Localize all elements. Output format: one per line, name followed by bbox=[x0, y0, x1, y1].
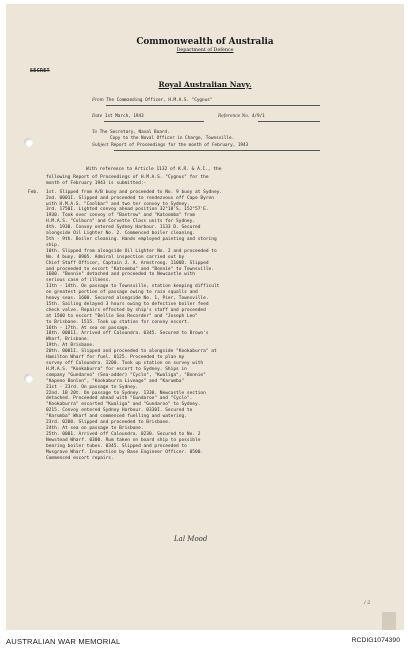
entry-text: 16th - 17th. At sea on passage. bbox=[46, 325, 130, 331]
entries-list bbox=[28, 189, 396, 462]
to-value: The Secretary, Naval Board. bbox=[99, 130, 170, 135]
handwritten-signature: Lal Mood bbox=[174, 535, 208, 543]
entry-text: bearing boiler tubes. 0345. Slipped and proceeded to bbox=[46, 443, 187, 449]
reference-value: 4/9/1 bbox=[251, 114, 265, 119]
entry-date: Feb. bbox=[28, 189, 39, 195]
entry-text: alongside Oil Lighter No. 2. Commenced boiler cleaning. bbox=[46, 231, 196, 237]
entry-text: 3rd. 1750I. Lighted convoy ahead position 32°18'S, 152°57'E. bbox=[46, 207, 209, 213]
from-value: The Commanding Officer, H.M.A.S. "Cygnus" bbox=[106, 98, 213, 103]
entry-text: 1930. Took over convoy of "Bantrow" and "Katoomba" from bbox=[46, 213, 196, 219]
entry-text: Chief Staff Officer, Captain J. A. Armstrong. 1100D. Slipped bbox=[46, 260, 209, 266]
entry-text: at 1500 to escort "Bellie Sea Recorder" and "Joseph Leo" bbox=[46, 313, 198, 319]
from-label: From bbox=[92, 98, 104, 103]
footer-archive-name: AUSTRALIAN WAR MEMORIAL bbox=[6, 637, 121, 646]
to-field bbox=[92, 130, 170, 135]
entry-text: H.M.A.S. "Kookaburra" for escort to Sydney. Ships in bbox=[46, 366, 187, 372]
entry-text: Commenced escort repairs. bbox=[46, 455, 114, 461]
entry-text: 21st - 23rd. On passage to Sydney. bbox=[46, 384, 139, 390]
security-stamp: SECRET bbox=[30, 68, 50, 74]
reference-label: Reference No. bbox=[218, 114, 250, 119]
entry-text: Musgrave Wharf. Inspection by Base Engineer Officer. 0500. bbox=[46, 449, 204, 455]
entry-text: H.M.A.S. "Colburn" and Corvette Class units for Sydney. bbox=[46, 219, 196, 225]
page-continuation-mark: / 2 bbox=[364, 600, 371, 606]
entry-text: company "Gundaroo" (Sea-adder) "Cyclo", "Kwaliga", "Bonnie" bbox=[46, 372, 206, 378]
date-value: 1st March, 1943 bbox=[104, 114, 144, 119]
entry-text: 2nd. 0001I. Slipped and proceeded to rendezvous off Cape Byron bbox=[46, 195, 214, 201]
entry-text: 15th. Sailing delayed 3 hours owing to defective boiler feed bbox=[46, 301, 209, 307]
entry-text: with H.M.A.S. "Coolbar" and two ter convoy to Sydney. bbox=[46, 201, 190, 207]
entry-text: "Karumba" Wharf and commenced fuelling and watering. bbox=[46, 414, 187, 420]
entry-text: 19th. At Brisbane. bbox=[46, 343, 95, 349]
entry-text: 10th. Slipped from alongside Oil Lighter No. 2 and proceeded to bbox=[46, 248, 217, 254]
to-copy-line bbox=[110, 136, 234, 141]
document-page bbox=[6, 4, 404, 630]
entry-text: heavy seas. 1600. Secured alongside No. 1, Pier, Townsville. bbox=[46, 296, 209, 302]
subject-label: Subject bbox=[92, 143, 109, 148]
date-label: Date bbox=[92, 114, 103, 119]
folded-corner bbox=[382, 612, 396, 630]
date-field bbox=[92, 114, 144, 119]
report-body bbox=[28, 167, 396, 461]
entry-line bbox=[46, 456, 396, 462]
subject-field bbox=[92, 143, 248, 148]
org-title: Commonwealth of Australia bbox=[136, 37, 274, 47]
intro-line: With reference to Article 1132 of K.R. & A.I., the bbox=[86, 167, 222, 172]
intro-line: month of February 1943 is submitted:- bbox=[46, 180, 147, 186]
entry-text: 24th. At sea on passage to Brisbane. bbox=[46, 425, 144, 431]
entry-text: Newstead Wharf. 0300. Rum taken on board ship to possible bbox=[46, 437, 201, 443]
entry-text: "Kapeno Bonlon", "Kookaburra Liveage" and "Karumba" bbox=[46, 378, 185, 384]
entry-text: ship. bbox=[46, 242, 60, 248]
from-field bbox=[92, 98, 212, 103]
entry-text: 0215. Convoy entered Sydney Harbour. 0330I. Secured to bbox=[46, 408, 193, 414]
from-underline bbox=[106, 105, 320, 106]
entry-date bbox=[28, 456, 46, 462]
entry-text: 23rd. 0200. Slipped and proceeded to Brisbane. bbox=[46, 420, 171, 426]
date-underline bbox=[104, 121, 204, 122]
intro-line: following Report of Proceedings of H.M.A.S. "Cygnus" for the bbox=[46, 174, 209, 180]
to-copy-value: Copy to the Naval Officer in Charge, Townsville. bbox=[110, 136, 235, 141]
entry-text: 5th - 9th. Boiler cleaning. Hands employed painting and storing bbox=[46, 236, 217, 242]
entry-text: survey off Caloundra. 1200. Took up station on survey with bbox=[46, 361, 204, 366]
entry-text: 25th. 0001. Arrived off Caloundra. 0230. Secured to No. 2 bbox=[46, 431, 201, 437]
entry-text: 1st. Slipped from A/B buoy and proceeded to No. 9 buoy at Sydney. bbox=[46, 189, 223, 195]
entry-text: Hamilton Wharf for fuel. 0125. Proceeded to plan my bbox=[46, 355, 185, 361]
reference-underline bbox=[258, 121, 320, 122]
entry-text: and proceeded to escort "Katoomba" and "Bonnie" to Townsville. bbox=[46, 266, 214, 272]
subject-underline bbox=[114, 150, 320, 151]
entry-text: 4th. 1930. Convoy entered Sydney Harbour. 1133 D. Secured bbox=[46, 225, 201, 231]
entry-text: to Brisbane. 1515. Took up station for convoy escort. bbox=[46, 319, 190, 325]
service-title: Royal Australian Navy. bbox=[158, 80, 252, 89]
entry-text: 18th. 0001I. Arrived off Caloundra. 0345. Secured to Brown's bbox=[46, 331, 209, 337]
entry-text: 1600. "Bonnie" detached and proceeded to Newcastle with bbox=[46, 272, 196, 278]
entry-text: detached. Proceeded ahead with "Gundaroo" and "Cyclo". bbox=[46, 396, 193, 402]
entry-text: check valve. Repairs effected by ship's staff and proceeded bbox=[46, 307, 206, 313]
to-label: To bbox=[92, 130, 98, 135]
department-title: Department of Defence bbox=[176, 48, 234, 53]
footer-record-id: RCDIG1074390 bbox=[351, 637, 400, 644]
entry-text: "Kookaburra" escorted "Kwaliga" and "Gundaroo" to Sydney. bbox=[46, 402, 201, 408]
entry-text: Wharf, Brisbane. bbox=[46, 337, 90, 343]
entry-text: 20th. 0001I. Slipped and proceeded to alongside "Kookaburra" at bbox=[46, 349, 217, 355]
reference-field bbox=[218, 114, 265, 119]
entry-text: serious case of illness. bbox=[46, 278, 112, 284]
subject-value: Report of Proceedings for the month of February, 1943 bbox=[111, 143, 249, 148]
punch-hole bbox=[24, 138, 33, 147]
entry-text: 11th - 14th. On passage to Townsville, station keeping difficult bbox=[46, 284, 220, 290]
entry-text: 22nd. 1B 20t. On passage to Sydney. 1330. Newcastle section bbox=[46, 390, 206, 396]
entry-text: on greatest portion of passage owing to rain squalls and bbox=[46, 290, 198, 296]
entry-text: No. 4 buoy. 0905. Admiral inspection carried out by bbox=[46, 254, 185, 260]
